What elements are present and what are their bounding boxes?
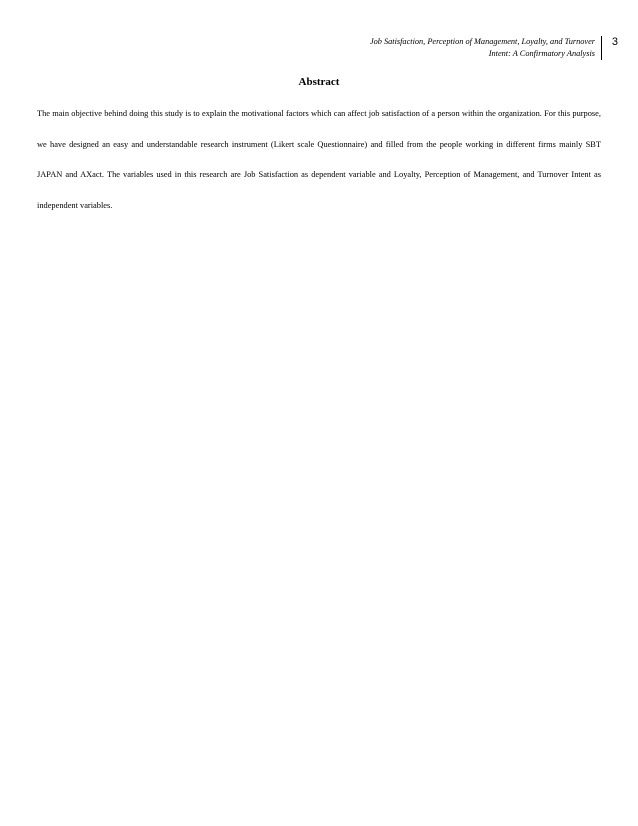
- running-title-line-1: Job Satisfaction, Perception of Management, Loyalty, and Turnover: [369, 37, 595, 46]
- page-number: 3: [611, 36, 618, 48]
- abstract-paragraph: The main objective behind doing this study is to explain the motivational factors which can affect job satisfaction of a person within the organization. For this purpose, we have designed an easy and understandable research instrument (Likert scale Questionnaire) and filled from the people working in different firms mainly SBT JAPAN and AXact. The variables used in this research are Job Satisfaction as dependent variable and Loyalty, Perception of Management, and Turnover Intent as independent variables.: [37, 109, 601, 210]
- abstract-heading: Abstract: [298, 76, 340, 88]
- running-title-line-2: Intent: A Confirmatory Analysis: [488, 49, 595, 58]
- running-header: [295, 36, 602, 60]
